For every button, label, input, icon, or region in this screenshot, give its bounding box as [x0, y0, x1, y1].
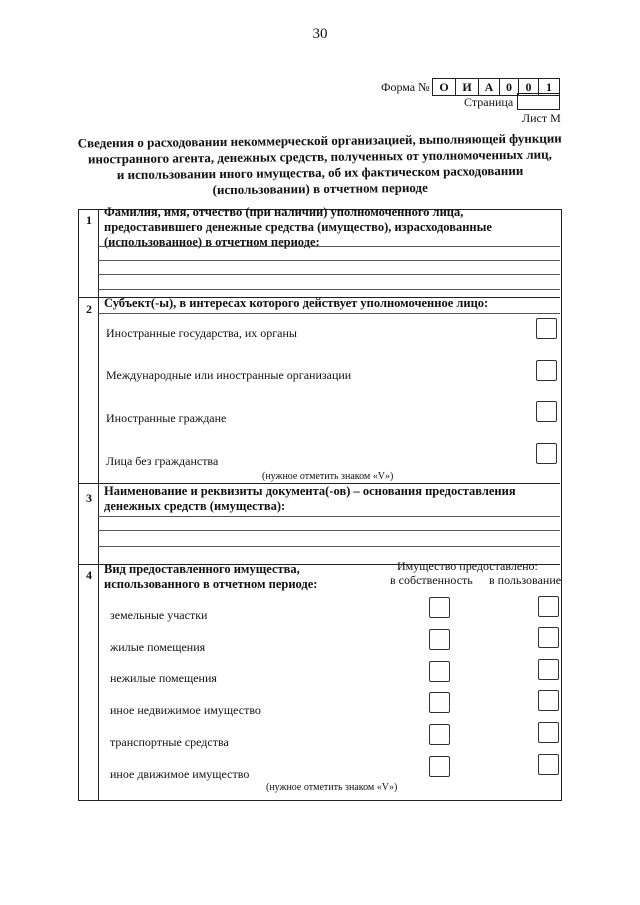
section-3-answer-line[interactable]	[98, 546, 560, 547]
own-checkbox[interactable]	[429, 724, 450, 745]
section-2-heading-underline	[98, 313, 560, 314]
section-3-answer-line[interactable]	[98, 516, 560, 517]
subject-option-checkbox[interactable]	[536, 443, 557, 464]
use-checkbox[interactable]	[538, 596, 559, 617]
section-1-answer-line[interactable]	[98, 246, 560, 247]
subject-option-label: Лица без гражданства	[106, 454, 219, 468]
section-1-answer-line[interactable]	[98, 260, 560, 261]
subject-option-checkbox[interactable]	[536, 318, 557, 339]
use-checkbox[interactable]	[538, 722, 559, 743]
subject-option-checkbox[interactable]	[536, 401, 557, 422]
heading-line: денежных средств (имущества):	[104, 499, 286, 513]
section-2-number: 2	[86, 302, 92, 316]
property-item-label: жилые помещения	[110, 640, 206, 654]
form-code-cell: 1	[538, 78, 560, 96]
provided-header: Имущество предоставлено:	[397, 559, 538, 573]
title-line: Сведения о расходовании некоммерческой организацией, выполняющей функции	[77, 130, 562, 151]
section-4-heading	[104, 562, 317, 592]
own-checkbox[interactable]	[429, 629, 450, 650]
section-1-answer-line[interactable]	[98, 274, 560, 275]
form-code-cell: И	[455, 78, 479, 96]
section-3-answer-line[interactable]	[98, 530, 560, 531]
own-checkbox[interactable]	[429, 597, 450, 618]
heading-line: Фамилия, имя, отчество (при наличии) уполномоченного лица,	[104, 205, 464, 219]
own-checkbox[interactable]	[429, 661, 450, 682]
own-checkbox[interactable]	[429, 692, 450, 713]
section-2-note: (нужное отметить знаком «V»)	[262, 471, 394, 482]
use-checkbox[interactable]	[538, 690, 559, 711]
form-code-cell: 0	[518, 78, 539, 96]
subject-option-label: Международные или иностранные организации	[106, 368, 352, 382]
heading-line: Вид предоставленного имущества,	[104, 562, 300, 576]
form-code-cell: О	[432, 78, 456, 96]
use-checkbox[interactable]	[538, 754, 559, 775]
page-number-field[interactable]	[517, 93, 560, 110]
own-checkbox[interactable]	[429, 756, 450, 777]
title-line: иностранного агента, денежных средств, полученных от уполномоченных лиц,	[87, 146, 552, 167]
form-number-label: Форма №	[381, 80, 430, 94]
page-number: 30	[312, 26, 328, 42]
subject-option-checkbox[interactable]	[536, 360, 557, 381]
section-1-answer-line[interactable]	[98, 289, 560, 290]
section-3-heading	[104, 484, 516, 514]
page-label: Страница	[464, 95, 514, 109]
document-title	[60, 130, 581, 199]
section-4-number: 4	[86, 568, 92, 582]
section-3-number: 3	[86, 491, 92, 505]
sheet-label: Лист М	[522, 111, 561, 125]
property-item-label: земельные участки	[110, 608, 208, 622]
property-item-label: иное недвижимое имущество	[110, 703, 261, 717]
section-1-number: 1	[86, 213, 92, 227]
use-checkbox[interactable]	[538, 659, 559, 680]
form-code-cell: 0	[499, 78, 519, 96]
section-1-heading	[104, 205, 492, 250]
form-code-cell: А	[478, 78, 500, 96]
heading-line: (использованное) в отчетном периоде:	[104, 235, 320, 249]
title-line: и использовании иного имущества, об их фактическом расходовании	[116, 162, 524, 183]
column-use-header: в пользование	[489, 573, 562, 587]
use-checkbox[interactable]	[538, 627, 559, 648]
title-line: (использовании) в отчетном периоде	[212, 179, 428, 198]
section-4-note: (нужное отметить знаком «V»)	[266, 782, 398, 793]
section-2-heading: Субъект(-ы), в интересах которого действует уполномоченное лицо:	[104, 296, 489, 310]
subject-option-label: Иностранные государства, их органы	[106, 326, 297, 340]
property-item-label: иное движимое имущество	[110, 767, 250, 781]
heading-line: использованного в отчетном периоде:	[104, 577, 318, 591]
property-item-label: нежилые помещения	[110, 671, 217, 685]
column-own-header: в собственность	[390, 573, 473, 587]
property-item-label: транспортные средства	[110, 735, 229, 749]
subject-option-label: Иностранные граждане	[106, 411, 227, 425]
heading-line: Наименование и реквизиты документа(-ов) – основания предоставления	[104, 484, 516, 498]
heading-line: предоставившего денежные средства (имущество), израсходованные	[104, 220, 492, 234]
